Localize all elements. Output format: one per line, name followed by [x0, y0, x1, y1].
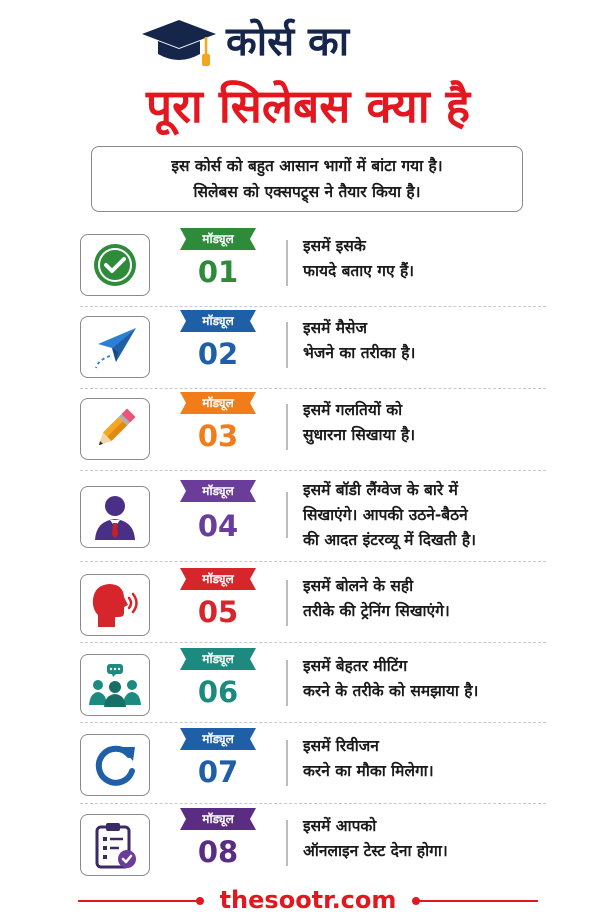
intro-line-1: इस कोर्स को बहुत आसान भागों में बांटा गया है।: [171, 157, 443, 175]
module-number: 06: [197, 675, 239, 709]
separator: [286, 492, 288, 538]
separator: [286, 740, 288, 786]
description-line: सुधारना सिखाया है।: [303, 426, 416, 444]
module-icon-box: [80, 316, 150, 378]
module-label: मॉड्यूल: [202, 572, 234, 586]
module-01: [0, 228, 616, 308]
group-meeting-icon: [88, 663, 142, 707]
description-line: इसमें रिवीजन: [303, 737, 379, 755]
module-badge: [180, 392, 256, 418]
module-description: [303, 478, 603, 553]
description-line: इसमें आपको: [303, 817, 377, 835]
speaking-head-icon: [90, 581, 140, 629]
description-line: करने का मौका मिलेगा।: [303, 762, 434, 780]
description-line: इसमें मैसेज: [303, 319, 368, 337]
module-08: [0, 808, 616, 888]
intro-line-2: सिलेबस को एक्सपट्र्स ने तैयार किया है।: [193, 183, 421, 201]
clipboard-check-icon: [93, 821, 137, 869]
module-description: [303, 574, 603, 624]
check-circle-icon: [91, 241, 139, 289]
module-number: 01: [197, 255, 239, 289]
separator: [286, 580, 288, 626]
module-02: [0, 310, 616, 390]
header: [0, 0, 616, 140]
pencil-icon: [90, 404, 140, 454]
title-line-2: पूरा सिलेबस क्या है: [145, 79, 471, 133]
module-description: [303, 398, 603, 448]
module-number: 02: [197, 337, 239, 371]
graduation-cap-icon: [140, 14, 218, 70]
module-icon-box: [80, 574, 150, 636]
module-description: [303, 234, 603, 284]
divider: [80, 803, 546, 804]
module-label: मॉड्यूल: [202, 314, 234, 328]
module-label: मॉड्यूल: [202, 484, 234, 498]
divider: [80, 388, 546, 389]
module-icon-box: [80, 654, 150, 716]
refresh-icon: [91, 741, 139, 789]
description-line: इसमें गलतियों को: [303, 401, 403, 419]
module-03: [0, 392, 616, 472]
description-line: की आदत इंटरव्यू में दिखती है।: [303, 531, 477, 549]
module-icon-box: [80, 234, 150, 296]
module-description: [303, 814, 603, 864]
separator: [286, 820, 288, 866]
module-06: [0, 648, 616, 728]
footer: [0, 882, 616, 918]
module-07: [0, 728, 616, 808]
module-badge: [180, 228, 256, 254]
description-line: इसमें बोलने के सही: [303, 577, 414, 595]
module-label: मॉड्यूल: [202, 812, 234, 826]
separator: [286, 322, 288, 368]
module-badge: [180, 808, 256, 834]
module-05: [0, 568, 616, 648]
module-description: [303, 734, 603, 784]
intro-box: [91, 146, 523, 212]
module-icon-box: [80, 734, 150, 796]
divider: [80, 561, 546, 562]
module-icon-box: [80, 486, 150, 548]
divider: [80, 306, 546, 307]
divider: [80, 642, 546, 643]
module-icon-box: [80, 398, 150, 460]
divider: [80, 722, 546, 723]
module-number: 07: [197, 755, 239, 789]
description-line: फायदे बताए गए हैं।: [303, 262, 415, 280]
module-badge: [180, 310, 256, 336]
module-icon-box: [80, 814, 150, 876]
description-line: इसमें इसके: [303, 237, 366, 255]
module-number: 03: [197, 419, 239, 453]
description-line: इसमें बेहतर मीटिंग: [303, 657, 408, 675]
module-badge: [180, 568, 256, 594]
businessman-icon: [92, 493, 138, 541]
module-label: मॉड्यूल: [202, 652, 234, 666]
title-line-1: कोर्स का: [226, 19, 350, 65]
footer-site-link[interactable]: thesootr.com: [219, 886, 397, 914]
module-badge: [180, 480, 256, 506]
module-number: 04: [197, 509, 239, 543]
module-badge: [180, 648, 256, 674]
module-number: 05: [197, 595, 239, 629]
module-label: मॉड्यूल: [202, 732, 234, 746]
module-label: मॉड्यूल: [202, 232, 234, 246]
module-description: [303, 316, 603, 366]
divider: [80, 470, 546, 471]
description-line: करने के तरीके को समझाया है।: [303, 682, 479, 700]
description-line: भेजने का तरीका है।: [303, 344, 416, 362]
paper-plane-icon: [90, 324, 140, 370]
module-label: मॉड्यूल: [202, 396, 234, 410]
separator: [286, 660, 288, 706]
module-04: [0, 476, 616, 556]
module-description: [303, 654, 603, 704]
description-line: तरीके की ट्रेनिंग सिखाएंगे।: [303, 602, 450, 620]
separator: [286, 404, 288, 450]
module-badge: [180, 728, 256, 754]
description-line: इसमें बॉडी लैंग्वेज के बारे में: [303, 481, 458, 499]
description-line: सिखाएंगे। आपकी उठने-बैठने: [303, 506, 468, 524]
separator: [286, 240, 288, 286]
module-number: 08: [197, 835, 239, 869]
description-line: ऑनलाइन टेस्ट देना होगा।: [303, 842, 448, 860]
